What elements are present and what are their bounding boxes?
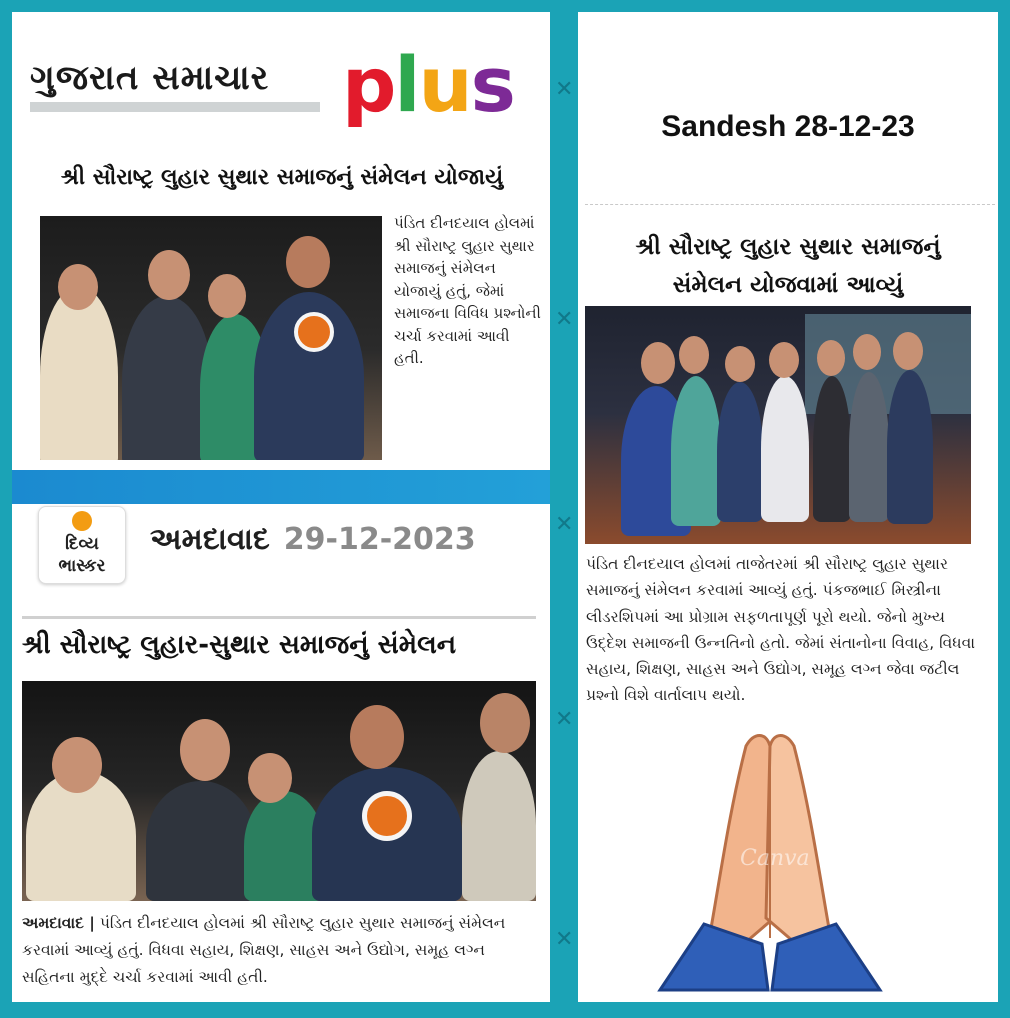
gujarat-samachar-logo: ગુજરાત સમાચાર [30,58,270,98]
sandesh-dashed-rule [585,204,995,205]
divya-bhaskar-logo: દિવ્ય ભાસ્કર [38,506,126,584]
masthead-underline [30,102,320,112]
divider-x-mark: ✕ [555,927,574,952]
sandesh-photo [585,306,971,544]
sandesh-body-text: પંડિત દીનદયાલ હોલમાં તાજેતરમાં શ્રી સૌરાષ્ટ્ર લુહાર સુથાર સમાજનું સંમેલન કરવામાં આવ્યું હતું. પંકજભાઈ મિસ્ત્રીના લીડરશિપમાં આ પ્રોગ્રામ સફળતાપૂર્ણ પૂરો થયો. જેનો મુખ્ય ઉદ્દેશ સમાજની ઉન્નતિનો હતો. જેમાં સંતાનોના વિવાહ, વિધવા સહાય, શિક્ષણ, સાહસ અને ઉદ્યોગ, સમૂહ લગ્ન જેવા જટીલ પ્રશ્નો વિશે વાર્તાલાપ થયો. [586,555,976,705]
canva-watermark: Canva [740,846,810,871]
plus-logo: plus [342,40,514,129]
sandesh-headline: શ્રી સૌરાષ્ટ્ર લુહાર સુથાર સમાજનું સંમેલન યોજવામાં આવ્યું [635,234,941,298]
divya-bhaskar-photo [22,681,536,901]
gujarat-samachar-headline: શ્રી સૌરાષ્ટ્ર લુહાર સુથાર સમાજનું સંમેલન યોજાયું [60,165,504,190]
sandesh-label: Sandesh 28-12-23 [661,110,915,143]
section-divider-band [12,470,550,504]
divya-bhaskar-headline: શ્રી સૌરાષ્ટ્ર લુહાર-સુથાર સમાજનું સંમેલન [22,630,457,660]
sun-icon [72,511,92,531]
divider-x-mark: ✕ [555,307,574,332]
divya-bhaskar-dateline: અમદાવાદ 29-12-2023 [150,522,476,557]
divider-x-mark: ✕ [555,707,574,732]
gujarat-samachar-photo [40,216,382,460]
divider-x-mark: ✕ [555,77,574,102]
divya-bhaskar-caption: અમદાવાદ | પંડિત દીનદયાલ હોલમાં શ્રી સૌરાષ્ટ્ર લુહાર સુથાર સમાજનું સંમેલન કરવામાં આવ્યું હતું. વિધવા સહાય, શિક્ષણ, સાહસ અને ઉદ્યોગ, સમૂહ લગ્ન સહિતના મુદ્દે ચર્ચા કરવામાં આવી હતી. [22,914,506,986]
divya-bhaskar-rule [22,616,536,619]
gujarat-samachar-masthead [20,40,540,130]
divider-x-mark: ✕ [555,512,574,537]
gujarat-samachar-side-text: પંડિત દીનદયાલ હોલમાં શ્રી સૌરાષ્ટ્ર લુહાર સુથાર સમાજનું સંમેલન યોજાયું હતું, જેમાં સમાજના વિવિધ પ્રશ્નોની ચર્ચા કરવામાં આવી હતી. [394,214,541,367]
